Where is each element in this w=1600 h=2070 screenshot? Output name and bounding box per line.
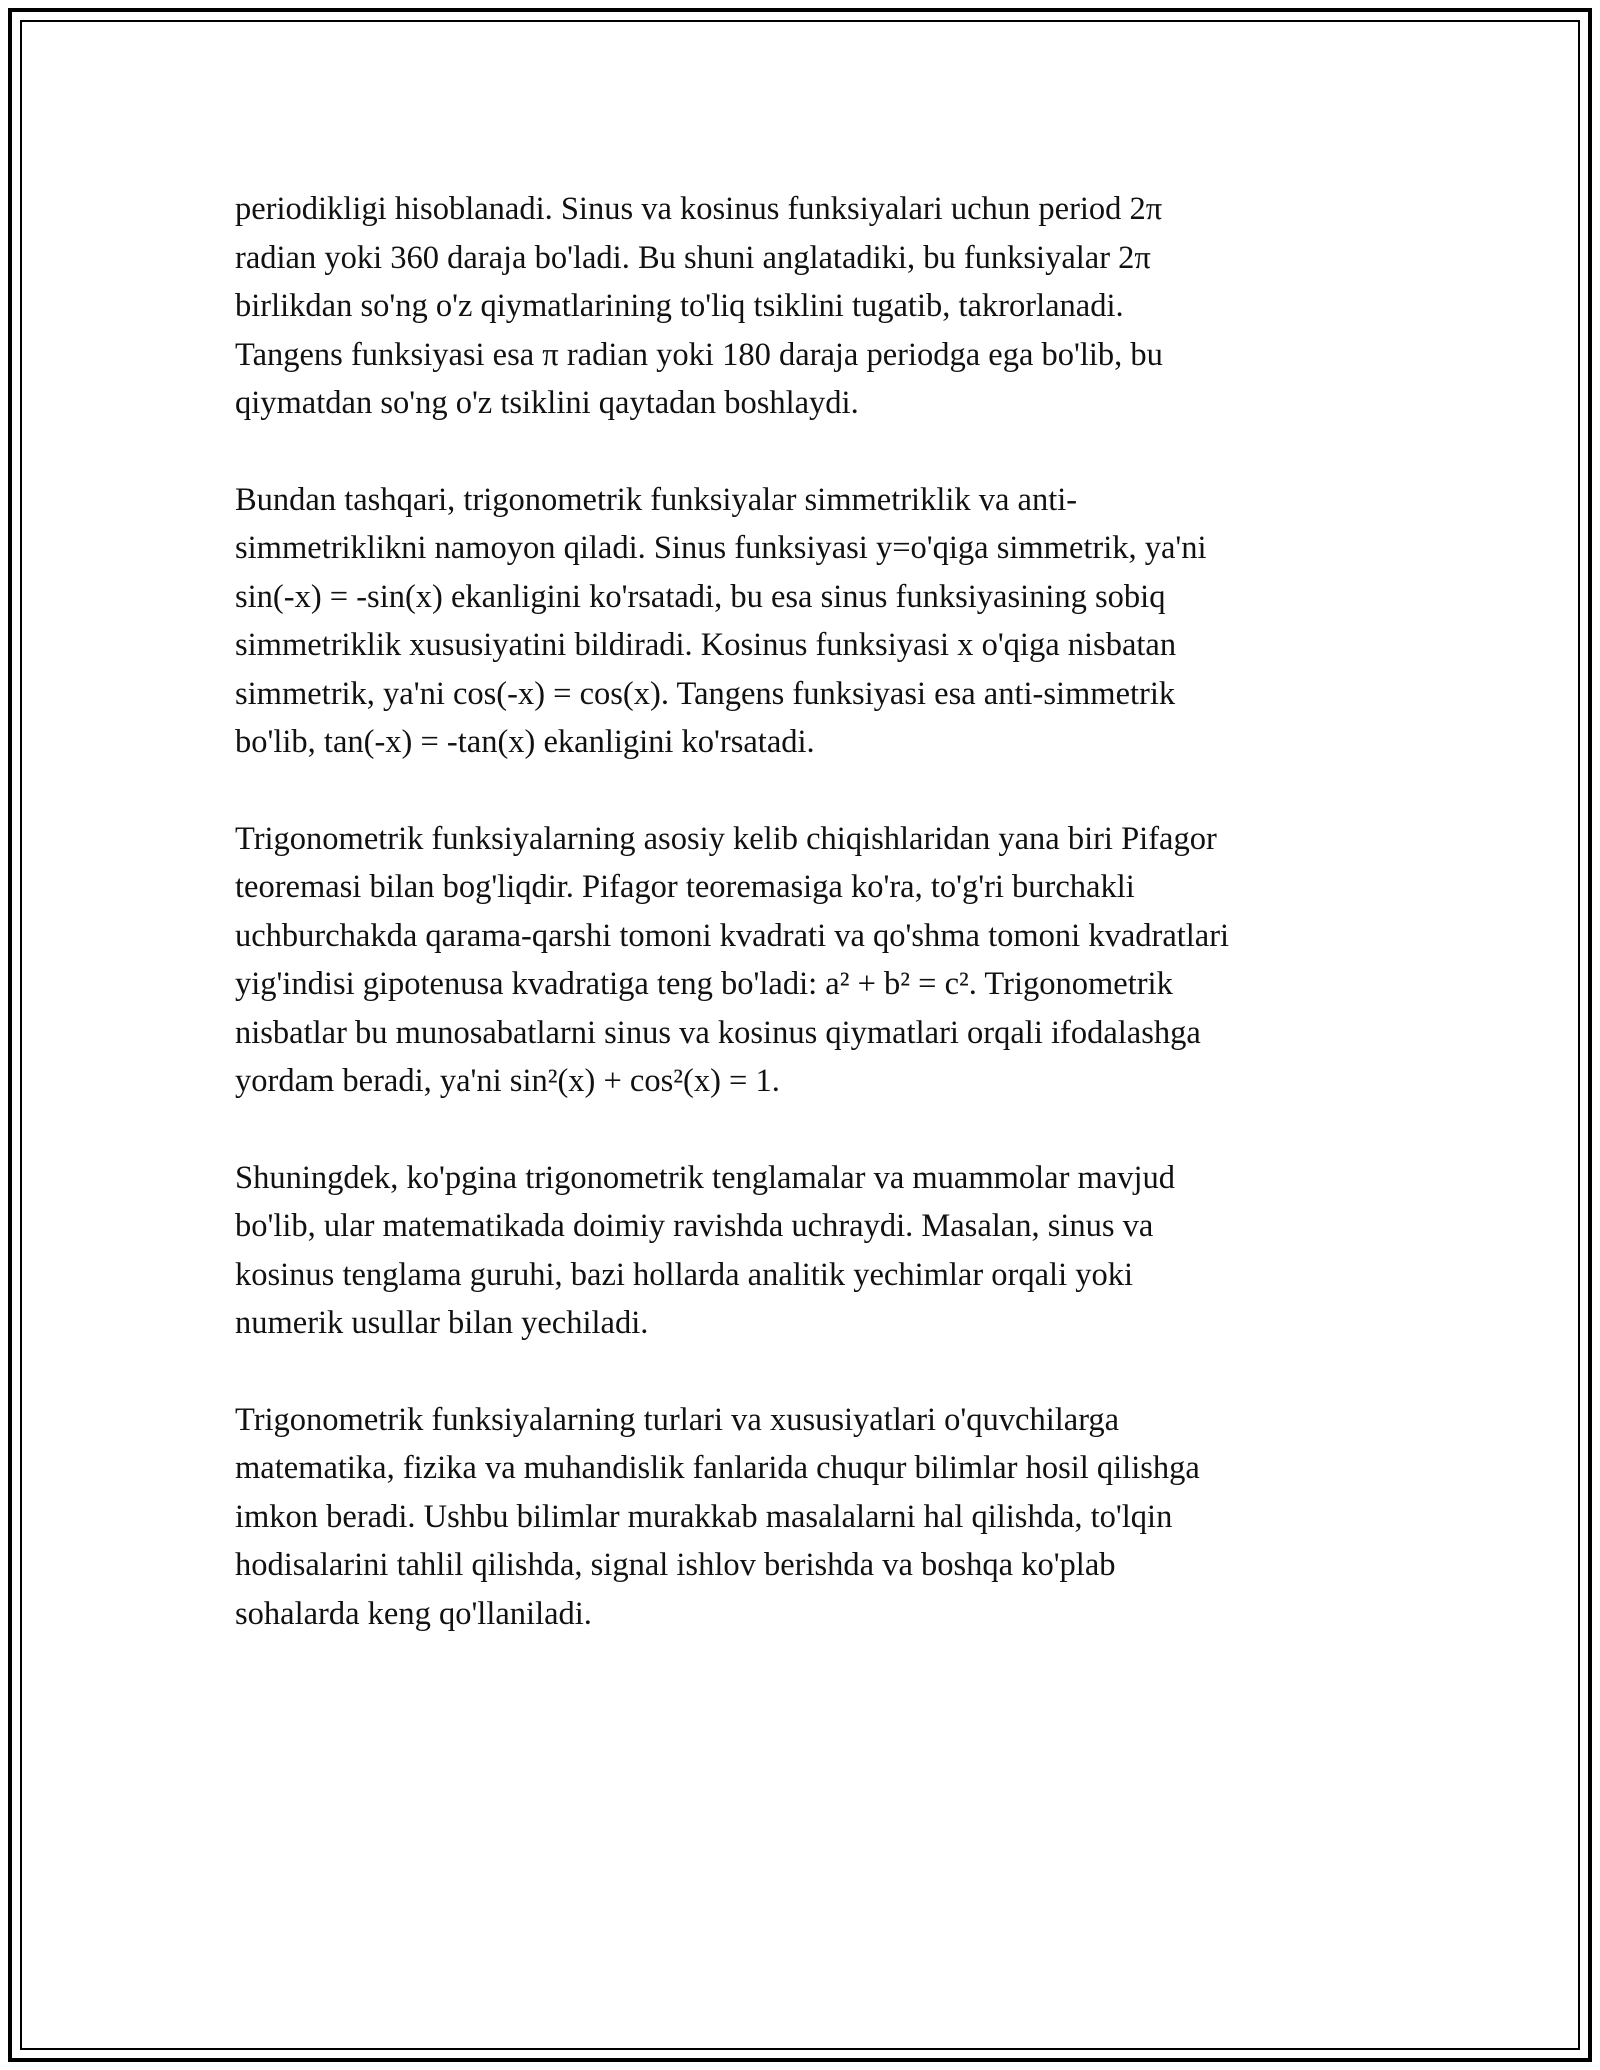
document-body xyxy=(235,185,1370,1686)
text-line: nisbatlar bu munosabatlarni sinus va kosinus qiymatlari orqali ifodalashga xyxy=(235,1014,1201,1051)
text-line: bo'lib, tan(-x) = -tan(x) ekanligini ko'rsatadi. xyxy=(235,724,815,760)
text-line: kosinus tenglama guruhi, bazi hollarda analitik yechimlar orqali yoki xyxy=(235,1256,1134,1293)
text-line: radian yoki 360 daraja bo'ladi. Bu shuni anglatadiki, bu funksiyalar 2π xyxy=(235,239,1151,276)
text-line: Tangens funksiyasi esa π radian yoki 180 daraja periodga ega bo'lib, bu xyxy=(235,336,1163,373)
text-line: birlikdan so'ng o'z qiymatlarining to'liq tsiklini tugatib, takrorlanadi. xyxy=(235,288,1124,324)
text-line: simmetrik, ya'ni cos(-x) = cos(x). Tangens funksiyasi esa anti-simmetrik xyxy=(235,675,1176,712)
text-line: simmetriklikni namoyon qiladi. Sinus funksiyasi y=o'qiga simmetrik, ya'ni xyxy=(235,530,1207,566)
text-line: Bundan tashqari, trigonometrik funksiyalar simmetriklik va anti- xyxy=(235,481,1078,518)
text-line: bo'lib, ular matematikada doimiy ravishda uchraydi. Masalan, sinus va xyxy=(235,1208,1154,1244)
paragraph-periodicity xyxy=(235,185,1370,428)
text-line: sohalarda keng qo'llaniladi. xyxy=(235,1595,592,1632)
text-line: teoremasi bilan bog'liqdir. Pifagor teoremasiga ko'ra, to'g'ri burchakli xyxy=(235,869,1135,905)
text-line: yig'indisi gipotenusa kvadratiga teng bo'ladi: a² + b² = c². Trigonometrik xyxy=(235,966,1173,1002)
text-line: uchburchakda qarama-qarshi tomoni kvadrati va qo'shma tomoni kvadratlari xyxy=(235,917,1230,954)
text-line: Shuningdek, ko'pgina trigonometrik tenglamalar va muammolar mavjud xyxy=(235,1159,1176,1196)
text-line: numerik usullar bilan yechiladi. xyxy=(235,1305,649,1341)
text-line: sin(-x) = -sin(x) ekanligini ko'rsatadi, bu esa sinus funksiyasining sobiq xyxy=(235,578,1166,615)
text-line: Trigonometrik funksiyalarning turlari va xususiyatlari o'quvchilarga xyxy=(235,1401,1120,1438)
paragraph-symmetry xyxy=(235,476,1370,767)
text-line: simmetriklik xususiyatini bildiradi. Kosinus funksiyasi x o'qiga nisbatan xyxy=(235,627,1177,663)
text-line: matematika, fizika va muhandislik fanlarida chuqur bilimlar hosil qilishga xyxy=(235,1450,1200,1486)
text-line: imkon beradi. Ushbu bilimlar murakkab masalalarni hal qilishda, to'lqin xyxy=(235,1498,1173,1535)
text-line: yordam beradi, ya'ni sin²(x) + cos²(x) = 1. xyxy=(235,1063,780,1099)
text-line: periodikligi hisoblanadi. Sinus va kosinus funksiyalari uchun period 2π xyxy=(235,191,1163,227)
text-line: hodisalarini tahlil qilishda, signal ishlov berishda va boshqa ko'plab xyxy=(235,1547,1116,1583)
paragraph-equations xyxy=(235,1154,1370,1348)
text-line: qiymatdan so'ng o'z tsiklini qaytadan boshlaydi. xyxy=(235,385,859,421)
text-line: Trigonometrik funksiyalarning asosiy kelib chiqishlaridan yana biri Pifagor xyxy=(235,820,1217,857)
paragraph-pythagoras xyxy=(235,815,1370,1106)
paragraph-applications xyxy=(235,1396,1370,1639)
